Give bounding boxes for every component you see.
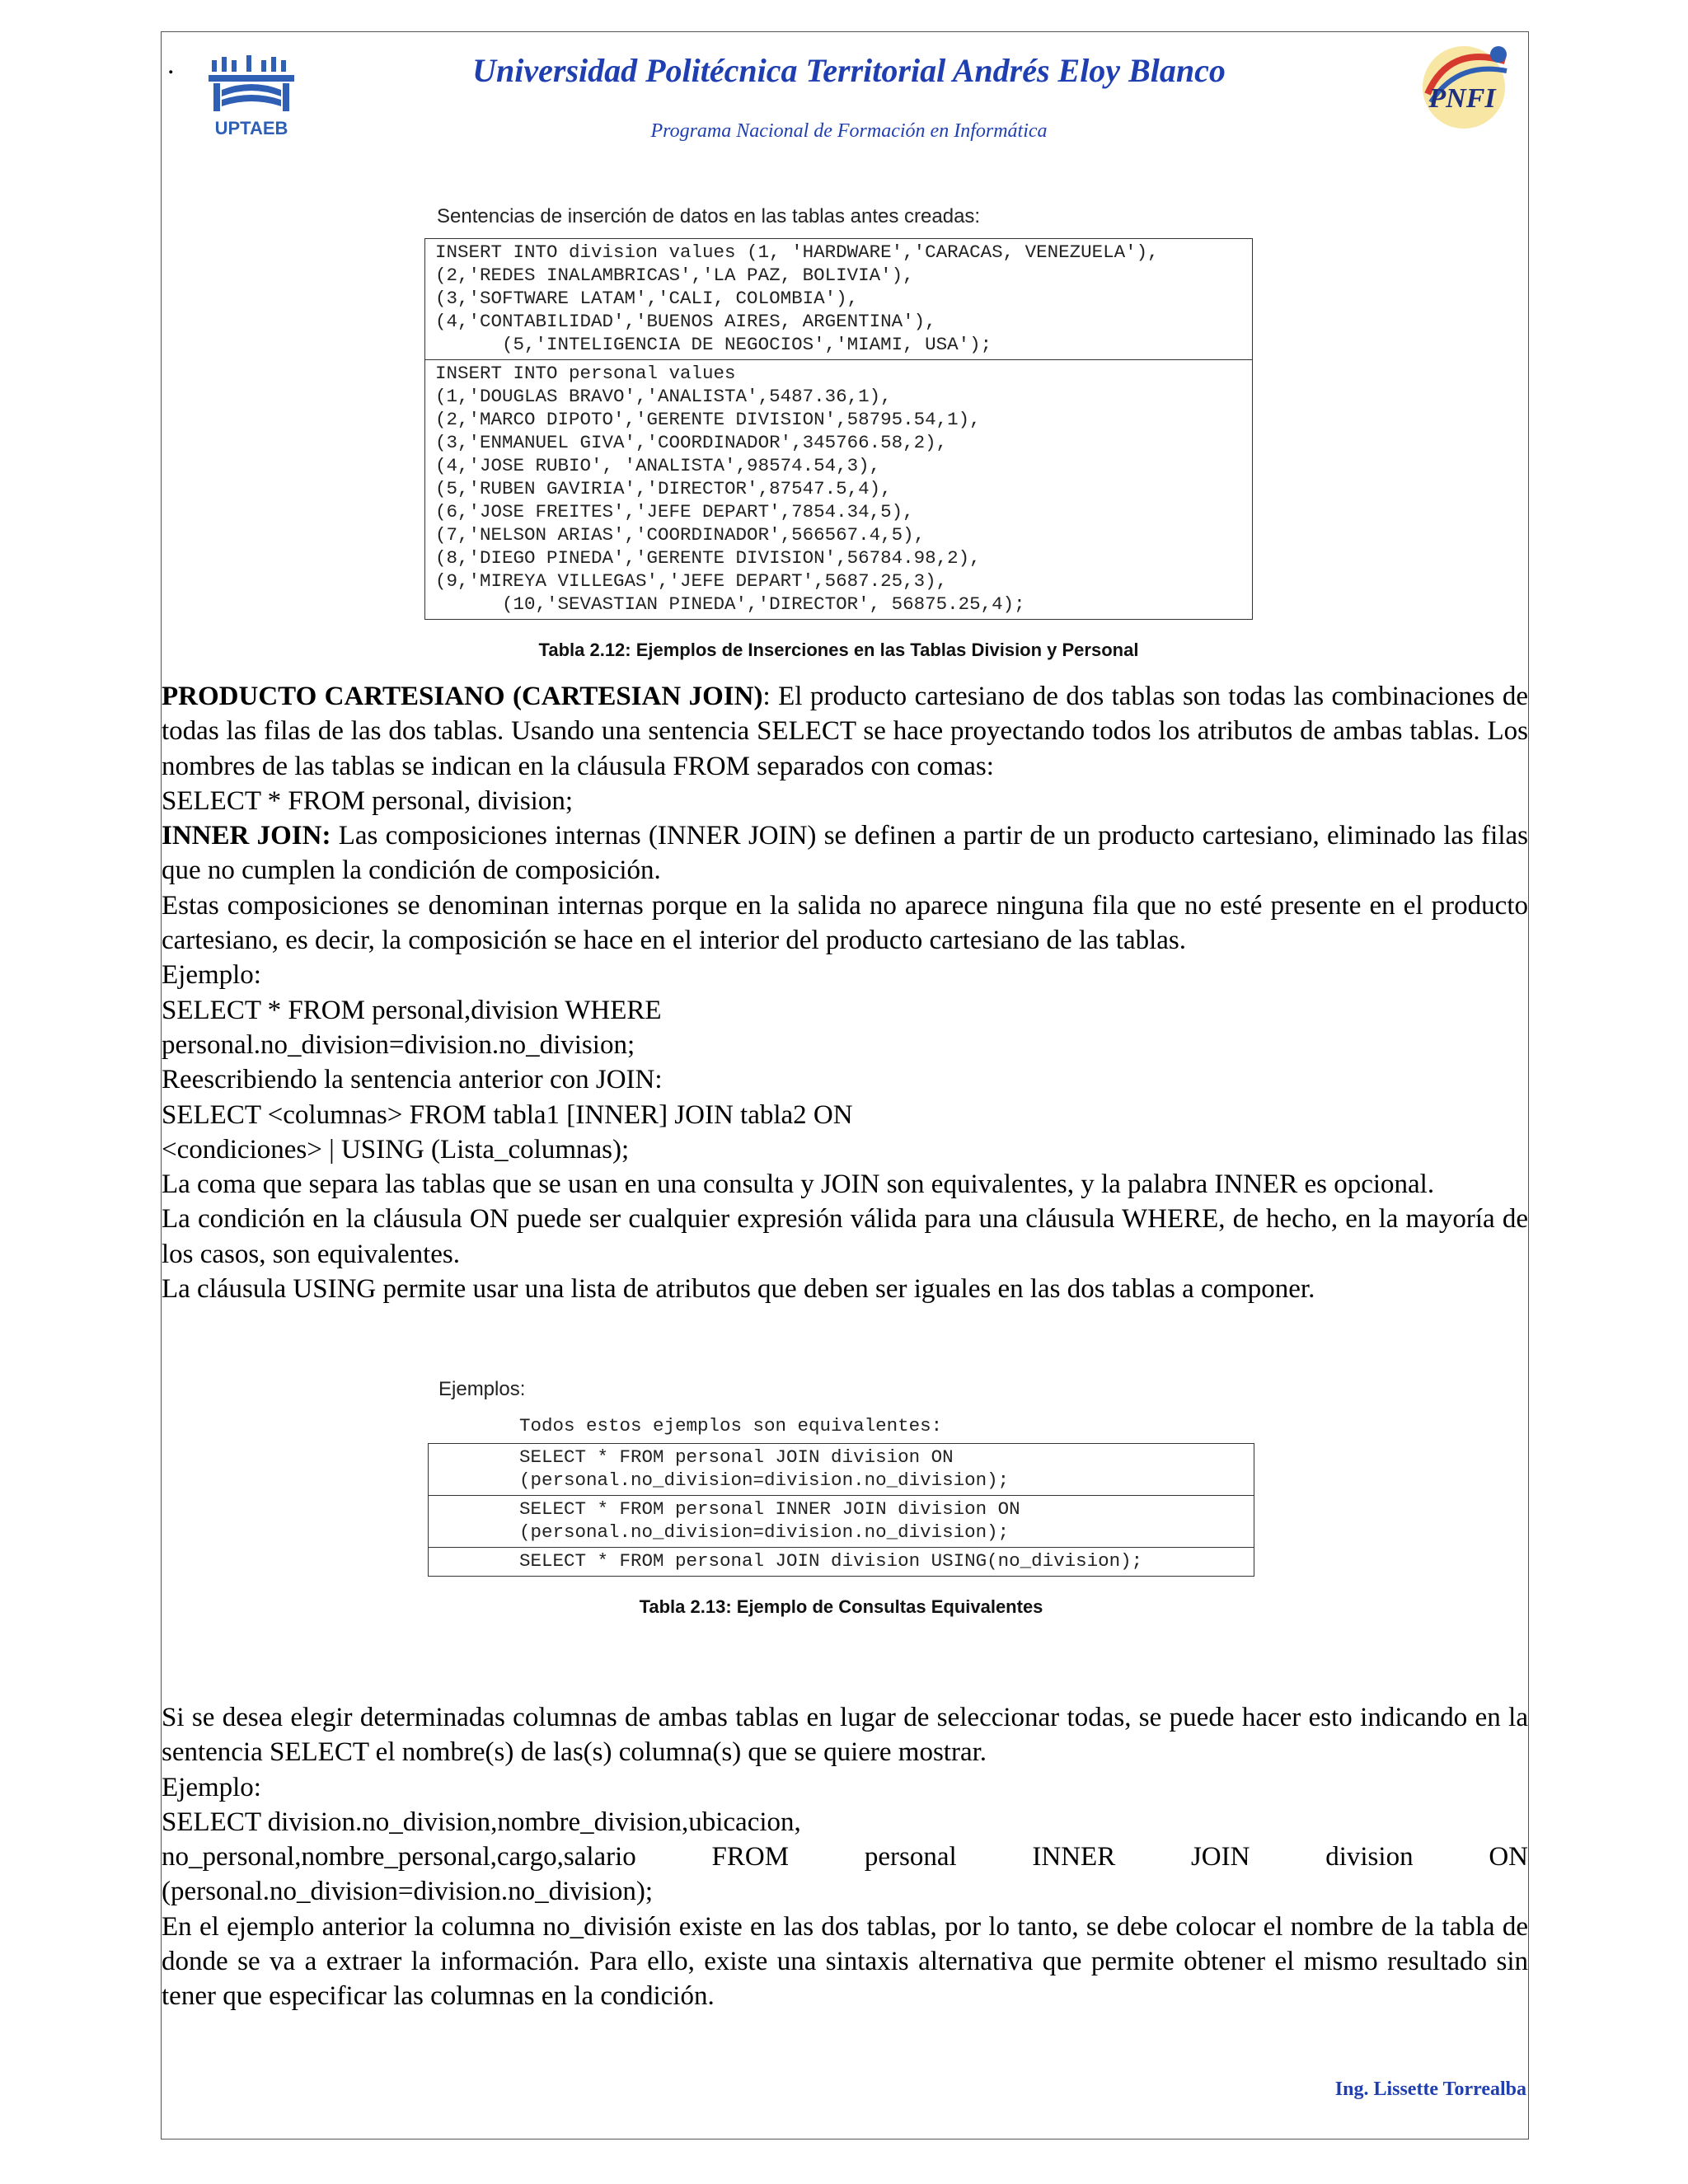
internal-paragraph: Estas composiciones se denominan internas porque en la salida no aparece ninguna fila que no esté presente en el producto cartesiano, es decir, la composición se hace en el interior del producto cartesiano de las tablas. bbox=[162, 890, 1528, 956]
header-dot: . bbox=[167, 49, 175, 80]
on-paragraph: La condición en la cláusula ON puede ser cualquier expresión válida para una cláusula WHERE, de hecho, en la mayoría de los casos, son equivalentes. bbox=[162, 1204, 1528, 1269]
columns-sql-line-3: (personal.no_division=division.no_division); bbox=[162, 1877, 654, 1907]
section-columns-text bbox=[162, 1700, 1528, 2014]
cartesian-paragraph: PRODUCTO CARTESIANO (CARTESIAN JOIN): El producto cartesiano de dos tablas son todas las combinaciones de todas las filas de las dos tablas. Usando una sentencia SELECT se hace proyectando todos los atributos de ambas tablas. Los nombres de las tablas se indican en la cláusula FROM separados con comas: bbox=[162, 682, 1529, 781]
table-213-note: Todos estos ejemplos son equivalentes: bbox=[519, 1415, 943, 1436]
comma-paragraph: La coma que separa las tablas que se usan en una consulta y JOIN son equivalentes, y la palabra INNER es opcional. bbox=[162, 1169, 1435, 1200]
columns-sql-line-2: no_personal,nombre_personal,cargo,salario FROM personal INNER JOIN division ON bbox=[162, 1842, 1528, 1872]
explanation-paragraph: En el ejemplo anterior la columna no_división existe en las dos tablas, por lo tanto, se debe colocar el nombre de la tabla de donde se va a extraer la información. Para ello, existe una sintaxis alternativa que permite obtener el mismo resultado sin tener que especificar las columnas en la condición. bbox=[162, 1911, 1528, 2012]
example-sql-line-1: SELECT * FROM personal,division WHERE bbox=[162, 995, 662, 1025]
equivalent-query-3: SELECT * FROM personal JOIN division USING(no_division); bbox=[429, 1547, 1254, 1576]
university-title: Universidad Politécnica Territorial Andrés Eloy Blanco bbox=[472, 52, 1226, 89]
division-insert-code: INSERT INTO division values (1, 'HARDWARE','CARACAS, VENEZUELA'), (2,'REDES INALAMBRICAS','LA PAZ, BOLIVIA'), (3,'SOFTWARE LATAM','CALI, COLOMBIA'), (4,'CONTABILIDAD','BUENOS AIRES, ARGENTINA'), (5,'INTELIGENCIA DE NEGOCIOS','MIAMI, USA'); bbox=[435, 241, 1159, 355]
columns-sql-line-1: SELECT division.no_division,nombre_division,ubicacion, bbox=[162, 1807, 801, 1837]
author-footer: Ing. Lissette Torrealba bbox=[1334, 2079, 1526, 2100]
svg-text:UPTAEB: UPTAEB bbox=[214, 118, 288, 138]
table-213-caption: Tabla 2.13: Ejemplo de Consultas Equivalentes bbox=[639, 1596, 1043, 1617]
cartesian-term: PRODUCTO CARTESIANO (CARTESIAN JOIN) bbox=[162, 682, 763, 711]
table-213-intro: Ejemplos: bbox=[438, 1378, 526, 1400]
example-sql-line-2: personal.no_division=division.no_division; bbox=[162, 1029, 635, 1060]
using-paragraph: La cláusula USING permite usar una lista de atributos que deben ser iguales en las dos tablas a componer. bbox=[162, 1274, 1315, 1305]
inner-join-paragraph: INNER JOIN: Las composiciones internas (INNER JOIN) se definen a partir de un producto cartesiano, eliminado las filas que no cumplen la condición de composición. bbox=[162, 821, 1528, 886]
table-212 bbox=[424, 238, 1253, 620]
inner-join-term: INNER JOIN: bbox=[162, 821, 331, 851]
rewrite-paragraph: Reescribiendo la sentencia anterior con JOIN: bbox=[162, 1065, 663, 1095]
table-212-intro: Sentencias de inserción de datos en las tablas antes creadas: bbox=[437, 205, 981, 227]
cartesian-sql: SELECT * FROM personal, division; bbox=[162, 785, 573, 816]
equivalent-query-1: SELECT * FROM personal JOIN division ON (personal.no_division=division.no_division); bbox=[519, 1446, 1010, 1491]
table-212-caption: Tabla 2.12: Ejemplos de Inserciones en las Tablas Division y Personal bbox=[538, 640, 1139, 660]
join-syntax-line-1: SELECT <columnas> FROM tabla1 [INNER] JOIN tabla2 ON bbox=[162, 1099, 853, 1130]
example-label: Ejemplo: bbox=[162, 960, 261, 991]
pnfi-logo bbox=[1416, 36, 1515, 135]
select-columns-paragraph: Si se desea elegir determinadas columnas de ambas tablas en lugar de seleccionar todas, se puede hacer esto indicando en la sentencia SELECT el nombre(s) de las(s) columna(s) que se quiere mostrar. bbox=[162, 1703, 1528, 1768]
section-join-text bbox=[162, 679, 1528, 1306]
personal-insert-code: INSERT INTO personal values (1,'DOUGLAS BRAVO','ANALISTA',5487.36,1), (2,'MARCO DIPOTO','GERENTE DIVISION',58795.54,1), (3,'ENMANUEL GIVA','COORDINADOR',345766.58,2), (4,'JOSE RUBIO', 'ANALISTA',98574.54,3), (5,'RUBEN GAVIRIA','DIRECTOR',87547.5,4), (6,'JOSE FREITES','JEFE DEPART',7854.34,5), (7,'NELSON ARIAS','COORDINADOR',566567.4,5), (8,'DIEGO PINEDA','GERENTE DIVISION',56784.98,2), (9,'MIREYA VILLEGAS','JEFE DEPART',5687.25,3), (10,'SEVASTIAN PINEDA','DIRECTOR', 56875.25,4); bbox=[425, 359, 1252, 619]
join-syntax-line-2: <condiciones> | USING (Lista_columnas); bbox=[162, 1134, 630, 1165]
program-subtitle: Programa Nacional de Formación en Informática bbox=[650, 120, 1048, 142]
table-213 bbox=[428, 1443, 1254, 1577]
equivalent-query-2: SELECT * FROM personal INNER JOIN division ON (personal.no_division=division.no_division); bbox=[429, 1495, 1254, 1547]
uptaeb-logo bbox=[202, 54, 301, 144]
svg-text:PNFI: PNFI bbox=[1428, 83, 1496, 114]
example-label-2: Ejemplo: bbox=[162, 1772, 261, 1802]
